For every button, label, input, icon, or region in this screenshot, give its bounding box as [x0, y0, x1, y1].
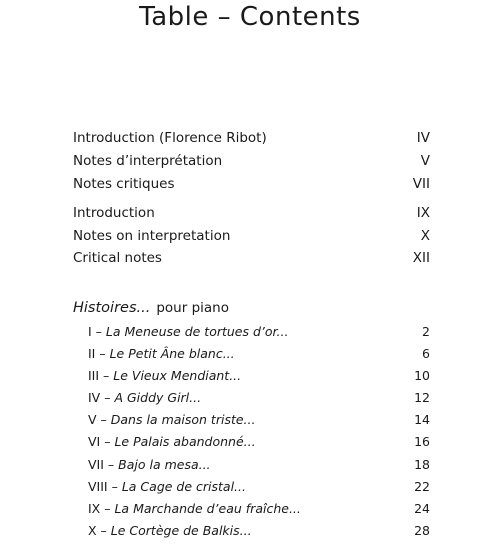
piece-title: Le Petit Âne blanc...: [109, 345, 235, 361]
toc-entry-page: IX: [416, 205, 430, 221]
piece-title: Le Cortège de Balkis...: [110, 522, 252, 538]
piece-numeral: II –: [88, 345, 106, 361]
toc-entry-page: IV: [416, 130, 430, 146]
piece-page: 22: [414, 478, 430, 494]
piece-title: La Marchande d’eau fraîche...: [114, 500, 301, 516]
piece-title: La Cage de cristal...: [121, 478, 246, 494]
piece-page: 2: [422, 323, 430, 339]
piece-title: La Meneuse de tortues d’or...: [105, 323, 289, 339]
piece-entry: [88, 475, 430, 497]
piece-title: Dans la maison triste...: [110, 411, 256, 427]
section-subtitle: pour piano: [156, 300, 229, 316]
toc-entry-label: Critical notes: [73, 250, 162, 266]
toc-entry-label: Notes critiques: [73, 176, 175, 192]
piece-page: 16: [414, 433, 430, 449]
toc-entry-page: V: [420, 153, 430, 169]
toc-entry: [73, 202, 430, 224]
piece-numeral: IV –: [88, 389, 111, 405]
toc-entry-label: Notes d’interprétation: [73, 153, 223, 169]
piece-entry: [88, 408, 430, 430]
piece-numeral: I –: [88, 323, 102, 339]
toc-entry-label: Introduction: [73, 205, 155, 221]
piece-numeral: VIII –: [88, 478, 118, 494]
piece-entry: [88, 497, 430, 519]
piece-page: 12: [414, 389, 430, 405]
piece-page: 28: [414, 522, 430, 538]
piece-title: Bajo la mesa...: [118, 456, 211, 472]
piece-page: 18: [414, 456, 430, 472]
piece-title: Le Palais abandonné...: [114, 433, 256, 449]
page-title: Table – Contents: [139, 2, 361, 32]
piece-page: 24: [414, 500, 430, 516]
section-heading: [73, 297, 229, 319]
toc-entry: [73, 247, 430, 269]
piece-entry: [88, 364, 430, 386]
piece-numeral: V –: [88, 411, 107, 427]
piece-entry: [88, 519, 430, 541]
piece-entry: [88, 386, 430, 408]
toc-entry-page: XII: [412, 250, 430, 266]
piece-numeral: VII –: [88, 456, 115, 472]
piece-numeral: III –: [88, 367, 110, 383]
piece-title: A Giddy Girl...: [114, 389, 202, 405]
piece-numeral: VI –: [88, 433, 111, 449]
toc-entry: [73, 225, 430, 247]
piece-page: 14: [414, 411, 430, 427]
piece-entry: [88, 320, 430, 342]
section-title: Histoires...: [73, 300, 151, 316]
piece-entry: [88, 430, 430, 452]
piece-page: 6: [422, 345, 430, 361]
toc-entry: [73, 127, 430, 149]
toc-entry: [73, 173, 430, 195]
piece-numeral: IX –: [88, 500, 111, 516]
piece-page: 10: [414, 367, 430, 383]
piece-entry: [88, 453, 430, 475]
piece-title: Le Vieux Mendiant...: [113, 367, 242, 383]
toc-entry-page: X: [420, 228, 430, 244]
toc-entry: [73, 150, 430, 172]
toc-entry-label: Notes on interpretation: [73, 228, 231, 244]
piece-numeral: X –: [88, 522, 107, 538]
toc-entry-page: VII: [412, 176, 430, 192]
piece-entry: [88, 342, 430, 364]
toc-entry-label: Introduction (Florence Ribot): [73, 130, 267, 146]
